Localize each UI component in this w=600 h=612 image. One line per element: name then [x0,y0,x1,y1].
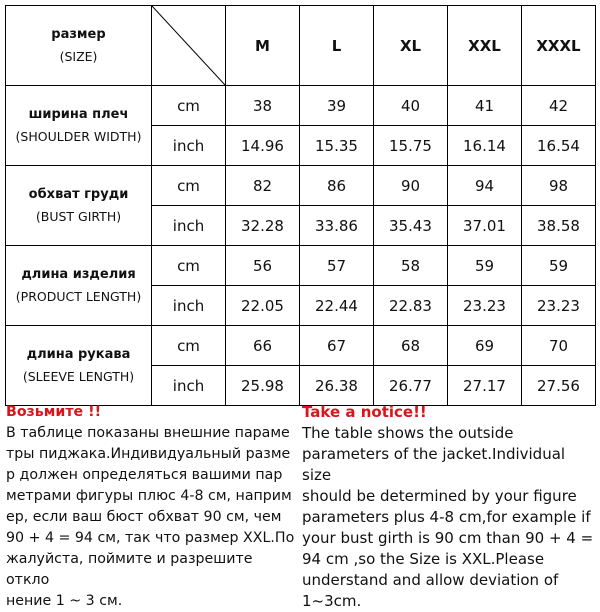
product-length-inch-xxxl-cell: 23.23 [522,286,596,326]
shoulder-width-cm-xl-cell: 40 [374,86,448,126]
sleeve-length-inch-xxxl-cell: 27.56 [522,366,596,406]
diagonal-corner-cell [152,6,226,86]
size-header-xl: XL [374,6,448,86]
inch-unit-label: inch [152,126,226,166]
cm-unit-label: cm [152,246,226,286]
notice-english-line: parameters of the jacket.Individual size [302,445,566,484]
bust-girth-cm-xxl-cell: 94 [448,166,522,206]
bust-girth-cm-m-cell: 82 [226,166,300,206]
inch-unit-label: inch [152,206,226,246]
shoulder-width-cm-m-cell: 38 [226,86,300,126]
sleeve-length-label-en: (SLEEVE LENGTH) [22,368,135,384]
cm-unit-label: cm [152,166,226,206]
product-length-label-en: (PRODUCT LENGTH) [15,288,142,304]
notice-russian-line: В таблице показаны внешние параме [6,425,290,441]
bust-girth-cm-l-cell: 86 [300,166,374,206]
product-length-cm-m-cell: 56 [226,246,300,286]
shoulder-width-inch-m-cell: 14.96 [226,126,300,166]
size-label-en: (SIZE) [59,48,98,64]
shoulder-width-label-cell [6,86,152,166]
bust-girth-label-en: (BUST GIRTH) [35,208,122,224]
size-header-l: L [300,6,374,86]
sleeve-length-cm-l-cell: 67 [300,326,374,366]
sleeve-length-cm-xl-cell: 68 [374,326,448,366]
bust-girth-label-ru: обхват груди [28,187,129,203]
bust-girth-inch-m-cell: 32.28 [226,206,300,246]
notice-russian-line: тры пиджака.Индивидуальный разме [6,446,291,462]
notice-english-line: parameters plus 4-8 cm,for example if [302,508,591,526]
notice-english-title: Take a notice!! [302,403,427,421]
notice-english-line: The table shows the outside [302,424,514,442]
notice-russian-title: Возьмите !! [6,404,102,420]
shoulder-width-label-ru: ширина плеч [28,107,129,123]
cm-unit-label: cm [152,326,226,366]
notice-english-line: should be determined by your figure [302,487,577,505]
shoulder-width-inch-xl-cell: 15.75 [374,126,448,166]
bust-girth-inch-l-cell: 33.86 [300,206,374,246]
product-length-inch-xl-cell: 22.83 [374,286,448,326]
notice-russian-line: метрами фигуры плюс 4-8 см, наприм [6,488,292,504]
size-header-m: M [226,6,300,86]
sleeve-length-cm-xxl-cell: 69 [448,326,522,366]
bust-girth-inch-xxl-cell: 37.01 [448,206,522,246]
product-length-cm-xxl-cell: 59 [448,246,522,286]
product-length-inch-l-cell: 22.44 [300,286,374,326]
product-length-cm-l-cell: 57 [300,246,374,286]
shoulder-width-inch-l-cell: 15.35 [300,126,374,166]
shoulder-width-cm-row [6,86,596,126]
sleeve-length-cm-row [6,326,596,366]
product-length-inch-m-cell: 22.05 [226,286,300,326]
size-header-xxxl: XXXL [522,6,596,86]
notice-russian [6,402,296,612]
bust-girth-cm-row [6,166,596,206]
bust-girth-inch-xxxl-cell: 38.58 [522,206,596,246]
inch-unit-label: inch [152,366,226,406]
product-length-label-cell [6,246,152,326]
shoulder-width-cm-l-cell: 39 [300,86,374,126]
shoulder-width-label-en: (SHOULDER WIDTH) [15,128,142,144]
product-length-label-ru: длина изделия [21,267,136,283]
size-label-ru: размер [51,27,106,43]
sleeve-length-inch-m-cell: 25.98 [226,366,300,406]
sleeve-length-inch-l-cell: 26.38 [300,366,374,406]
bust-girth-inch-xl-cell: 35.43 [374,206,448,246]
product-length-cm-xxxl-cell: 59 [522,246,596,286]
size-label-cell [6,6,152,86]
diagonal-line [152,6,225,85]
sleeve-length-cm-xxxl-cell: 70 [522,326,596,366]
shoulder-width-inch-xxl-cell: 16.14 [448,126,522,166]
notice-russian-line: 90 + 4 = 94 см, так что размер XXL.По [6,530,295,546]
sleeve-length-inch-xl-cell: 26.77 [374,366,448,406]
notice-english-line: 1~3cm. [302,592,362,610]
notice-russian-line: жалуйста, поймите и разрешите откло [6,551,253,588]
cm-unit-label: cm [152,86,226,126]
header-row [6,6,596,86]
sleeve-length-label-ru: длина рукава [26,347,131,363]
notice-russian-line: ер, если ваш бюст обхват 90 см, чем [6,509,282,525]
size-header-xxl: XXL [448,6,522,86]
shoulder-width-cm-xxxl-cell: 42 [522,86,596,126]
notice-russian-line: нение 1 ~ 3 см. [6,593,123,609]
notice-english [302,402,596,612]
inch-unit-label: inch [152,286,226,326]
product-length-cm-row [6,246,596,286]
shoulder-width-inch-xxxl-cell: 16.54 [522,126,596,166]
sleeve-length-cm-m-cell: 66 [226,326,300,366]
sleeve-length-inch-xxl-cell: 27.17 [448,366,522,406]
notice-english-line: understand and allow deviation of [302,571,559,589]
product-length-cm-xl-cell: 58 [374,246,448,286]
bust-girth-cm-xxxl-cell: 98 [522,166,596,206]
notice-english-line: your bust girth is 90 cm than 90 + 4 = [302,529,594,547]
notice-english-line: 94 cm ,so the Size is XXL.Please [302,550,545,568]
notice-russian-line: р должен определяться вашими пар [6,467,283,483]
product-length-inch-xxl-cell: 23.23 [448,286,522,326]
shoulder-width-cm-xxl-cell: 41 [448,86,522,126]
bust-girth-label-cell [6,166,152,246]
sleeve-length-label-cell [6,326,152,406]
bust-girth-cm-xl-cell: 90 [374,166,448,206]
size-table [5,5,596,406]
